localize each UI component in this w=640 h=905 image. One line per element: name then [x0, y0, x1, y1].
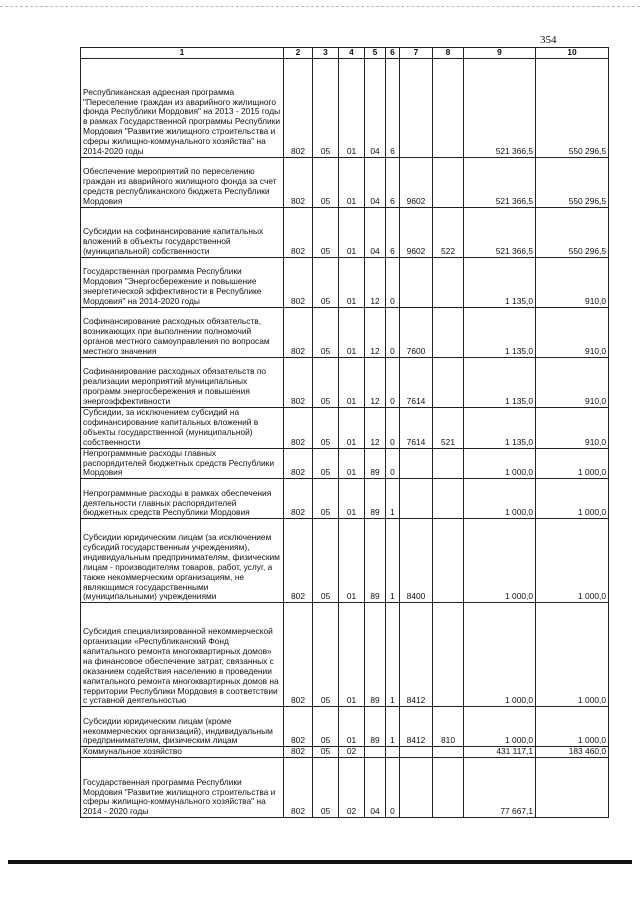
amount-2015-cell: 1 135,0 — [464, 308, 536, 358]
subsection-cell: 01 — [339, 408, 365, 449]
program-cell: 12 — [365, 408, 386, 449]
subsection-cell: 01 — [339, 603, 365, 707]
row-name-cell: Субсидии на софинансирование капитальных вложений в объекты государственной (муниципальной) собственности — [81, 208, 284, 258]
program-cell: 04 — [365, 208, 386, 258]
code-cell: 802 — [284, 158, 313, 208]
table-row — [81, 158, 609, 208]
code-cell: 802 — [284, 448, 313, 479]
item-cell — [400, 758, 433, 818]
amount-2015-cell: 1 135,0 — [464, 358, 536, 408]
row-name-cell: Непрограммные расходы главных распорядителей бюджетных средств Республики Мордовия — [81, 448, 284, 479]
section-cell: 05 — [313, 208, 339, 258]
subsection-cell: 01 — [339, 59, 365, 158]
code-cell: 802 — [284, 59, 313, 158]
amount-2015-cell: 1 000,0 — [464, 603, 536, 707]
table-row — [81, 747, 609, 758]
program-cell: 89 — [365, 479, 386, 519]
row-name-cell: Субсидии юридическим лицам (кроме некоммерческих организаций), индивидуальным предпринимателям, физическим лицам — [81, 707, 284, 747]
subsection-cell: 01 — [339, 479, 365, 519]
amount-2015-cell: 521 366,5 — [464, 59, 536, 158]
code-cell: 802 — [284, 707, 313, 747]
item-cell: 9602 — [400, 208, 433, 258]
subprogram-cell: 0 — [386, 358, 400, 408]
table-row — [81, 358, 609, 408]
subprogram-cell: 6 — [386, 59, 400, 158]
amount-2015-cell: 1 000,0 — [464, 707, 536, 747]
code-cell: 802 — [284, 519, 313, 603]
subprogram-cell: 1 — [386, 479, 400, 519]
program-cell: 04 — [365, 158, 386, 208]
program-cell: 89 — [365, 603, 386, 707]
row-name-cell: Обеспечение мероприятий по переселению граждан из аварийного жилищного фонда за счет средств республиканского бюджета Республики Мордовия — [81, 158, 284, 208]
page-number: 354 — [540, 34, 557, 46]
col-header: 3 — [313, 48, 339, 59]
item-cell: 7614 — [400, 408, 433, 449]
section-cell: 05 — [313, 747, 339, 758]
amount-2015-cell: 1 000,0 — [464, 448, 536, 479]
expense-type-cell — [433, 747, 464, 758]
expense-type-cell — [433, 603, 464, 707]
section-cell: 05 — [313, 308, 339, 358]
table-row — [81, 479, 609, 519]
table-row — [81, 603, 609, 707]
subsection-cell: 01 — [339, 707, 365, 747]
col-header: 7 — [400, 48, 433, 59]
subsection-cell: 01 — [339, 448, 365, 479]
top-border-line — [0, 6, 640, 7]
section-cell: 05 — [313, 519, 339, 603]
item-cell — [400, 258, 433, 308]
program-cell: 12 — [365, 308, 386, 358]
amount-2016-cell: 1 000,0 — [536, 519, 609, 603]
amount-2016-cell: 910,0 — [536, 358, 609, 408]
section-cell: 05 — [313, 448, 339, 479]
col-header: 1 — [81, 48, 284, 59]
expense-type-cell — [433, 758, 464, 818]
amount-2016-cell: 550 296,5 — [536, 158, 609, 208]
item-cell — [400, 448, 433, 479]
subsection-cell: 02 — [339, 747, 365, 758]
program-cell: 89 — [365, 707, 386, 747]
item-cell — [400, 747, 433, 758]
code-cell: 802 — [284, 358, 313, 408]
amount-2016-cell: 550 296,5 — [536, 208, 609, 258]
code-cell: 802 — [284, 208, 313, 258]
row-name-cell: Субсидии, за исключением субсидий на софинансирование капитальных вложений в объекты государственной (муниципальной) собственности — [81, 408, 284, 449]
item-cell: 8412 — [400, 603, 433, 707]
amount-2016-cell: 183 460,0 — [536, 747, 609, 758]
expense-type-cell — [433, 308, 464, 358]
row-name-cell: Коммунальное хозяйство — [81, 747, 284, 758]
col-header: 5 — [365, 48, 386, 59]
expense-type-cell: 522 — [433, 208, 464, 258]
expense-type-cell — [433, 448, 464, 479]
item-cell: 8412 — [400, 707, 433, 747]
subprogram-cell: 0 — [386, 258, 400, 308]
subprogram-cell: 6 — [386, 158, 400, 208]
col-header: 2 — [284, 48, 313, 59]
col-header: 9 — [464, 48, 536, 59]
program-cell — [365, 747, 386, 758]
col-header: 8 — [433, 48, 464, 59]
expense-type-cell — [433, 158, 464, 208]
subsection-cell: 02 — [339, 758, 365, 818]
program-cell: 12 — [365, 258, 386, 308]
expense-type-cell — [433, 358, 464, 408]
table-row — [81, 519, 609, 603]
row-name-cell: Субсидии юридическим лицам (за исключением субсидий государственным учреждениям), индивидуальным предпринимателям, физическим лицам - производителям товаров, работ, услуг, а также некоммерческим организациям, не являющимся государственными (муниципальными) учреждениями — [81, 519, 284, 603]
amount-2016-cell: 550 296,5 — [536, 59, 609, 158]
amount-2016-cell: 910,0 — [536, 308, 609, 358]
amount-2015-cell: 1 135,0 — [464, 408, 536, 449]
item-cell: 9602 — [400, 158, 433, 208]
expense-type-cell — [433, 258, 464, 308]
bottom-border-bar — [8, 860, 632, 864]
row-name-cell: Государственная программа Республики Мордовия "Энергосбережение и повышение энергетической эффективности в Республике Мордовия" на 2014-2020 годы — [81, 258, 284, 308]
item-cell: 7600 — [400, 308, 433, 358]
code-cell: 802 — [284, 258, 313, 308]
table-row — [81, 208, 609, 258]
section-cell: 05 — [313, 707, 339, 747]
amount-2015-cell: 1 000,0 — [464, 519, 536, 603]
item-cell: 7614 — [400, 358, 433, 408]
program-cell: 12 — [365, 358, 386, 408]
col-header: 6 — [386, 48, 400, 59]
amount-2016-cell — [536, 758, 609, 818]
subprogram-cell: 0 — [386, 758, 400, 818]
program-cell: 04 — [365, 59, 386, 158]
table-row — [81, 707, 609, 747]
item-cell: 8400 — [400, 519, 433, 603]
section-cell: 05 — [313, 758, 339, 818]
subsection-cell: 01 — [339, 158, 365, 208]
amount-2016-cell: 1 000,0 — [536, 603, 609, 707]
subprogram-cell: 1 — [386, 707, 400, 747]
expense-type-cell — [433, 519, 464, 603]
item-cell — [400, 59, 433, 158]
item-cell — [400, 479, 433, 519]
section-cell: 05 — [313, 358, 339, 408]
subsection-cell: 01 — [339, 519, 365, 603]
section-cell: 05 — [313, 603, 339, 707]
amount-2016-cell: 910,0 — [536, 258, 609, 308]
subprogram-cell: 1 — [386, 603, 400, 707]
section-cell: 05 — [313, 59, 339, 158]
section-cell: 05 — [313, 258, 339, 308]
expense-type-cell — [433, 479, 464, 519]
program-cell: 04 — [365, 758, 386, 818]
code-cell: 802 — [284, 603, 313, 707]
subprogram-cell: 0 — [386, 308, 400, 358]
row-name-cell: Софинансирование расходных обязательств, возникающих при выполнении полномочий органов местного самоуправления по вопросам местного значения — [81, 308, 284, 358]
expense-type-cell: 810 — [433, 707, 464, 747]
table-row — [81, 258, 609, 308]
subprogram-cell — [386, 747, 400, 758]
amount-2015-cell: 77 667,1 — [464, 758, 536, 818]
amount-2015-cell: 1 000,0 — [464, 479, 536, 519]
row-name-cell: Софинанирование расходных обязательств по реализации мероприятий муниципальных программ энергосбережения и повышения энергоэффективности — [81, 358, 284, 408]
table-row — [81, 408, 609, 449]
amount-2015-cell: 521 366,5 — [464, 208, 536, 258]
subprogram-cell: 0 — [386, 448, 400, 479]
section-cell: 05 — [313, 408, 339, 449]
col-header: 4 — [339, 48, 365, 59]
subprogram-cell: 0 — [386, 408, 400, 449]
code-cell: 802 — [284, 408, 313, 449]
row-name-cell: Непрограммные расходы в рамках обеспечения деятельности главных распорядителей бюджетных средств Республики Мордовия — [81, 479, 284, 519]
subprogram-cell: 1 — [386, 519, 400, 603]
amount-2016-cell: 1 000,0 — [536, 707, 609, 747]
col-header: 10 — [536, 48, 609, 59]
expense-type-cell — [433, 59, 464, 158]
table-row — [81, 308, 609, 358]
amount-2016-cell: 910,0 — [536, 408, 609, 449]
program-cell: 89 — [365, 519, 386, 603]
row-name-cell: Субсидия специализированной некоммерческой организации «Республиканский Фонд капитального ремонта многоквартирных домов» на финансовое обеспечение затрат, связанных с оказанием содействия населению в проведении капитального ремонта многоквартирных домов на территории Республики Мордовия в соответствии с уставной деятельностью — [81, 603, 284, 707]
section-cell: 05 — [313, 479, 339, 519]
table-row — [81, 59, 609, 158]
code-cell: 802 — [284, 479, 313, 519]
subsection-cell: 01 — [339, 358, 365, 408]
subsection-cell: 01 — [339, 258, 365, 308]
amount-2015-cell: 431 117,1 — [464, 747, 536, 758]
row-name-cell: Государственная программа Республики Мордовия "Развитие жилищного строительства и сферы жилищно-коммунального хозяйства" на 2014 - 2020 годы — [81, 758, 284, 818]
expense-type-cell: 521 — [433, 408, 464, 449]
subprogram-cell: 6 — [386, 208, 400, 258]
table-row — [81, 758, 609, 818]
amount-2016-cell: 1 000,0 — [536, 448, 609, 479]
code-cell: 802 — [284, 308, 313, 358]
code-cell: 802 — [284, 747, 313, 758]
code-cell: 802 — [284, 758, 313, 818]
row-name-cell: Республиканская адресная программа "Переселение граждан из аварийного жилищного фонда Республики Мордовия" на 2013 - 2015 годы в рамках Государственной программы Республики Мордовия "Развитие жилищного строительства и сферы жилищно-коммунального хозяйства" на 2014-2020 годы — [81, 59, 284, 158]
budget-table — [80, 47, 609, 818]
subsection-cell: 01 — [339, 208, 365, 258]
table-header-row — [81, 48, 609, 59]
amount-2015-cell: 1 135,0 — [464, 258, 536, 308]
program-cell: 89 — [365, 448, 386, 479]
subsection-cell: 01 — [339, 308, 365, 358]
table-row — [81, 448, 609, 479]
amount-2016-cell: 1 000,0 — [536, 479, 609, 519]
amount-2015-cell: 521 366,5 — [464, 158, 536, 208]
section-cell: 05 — [313, 158, 339, 208]
